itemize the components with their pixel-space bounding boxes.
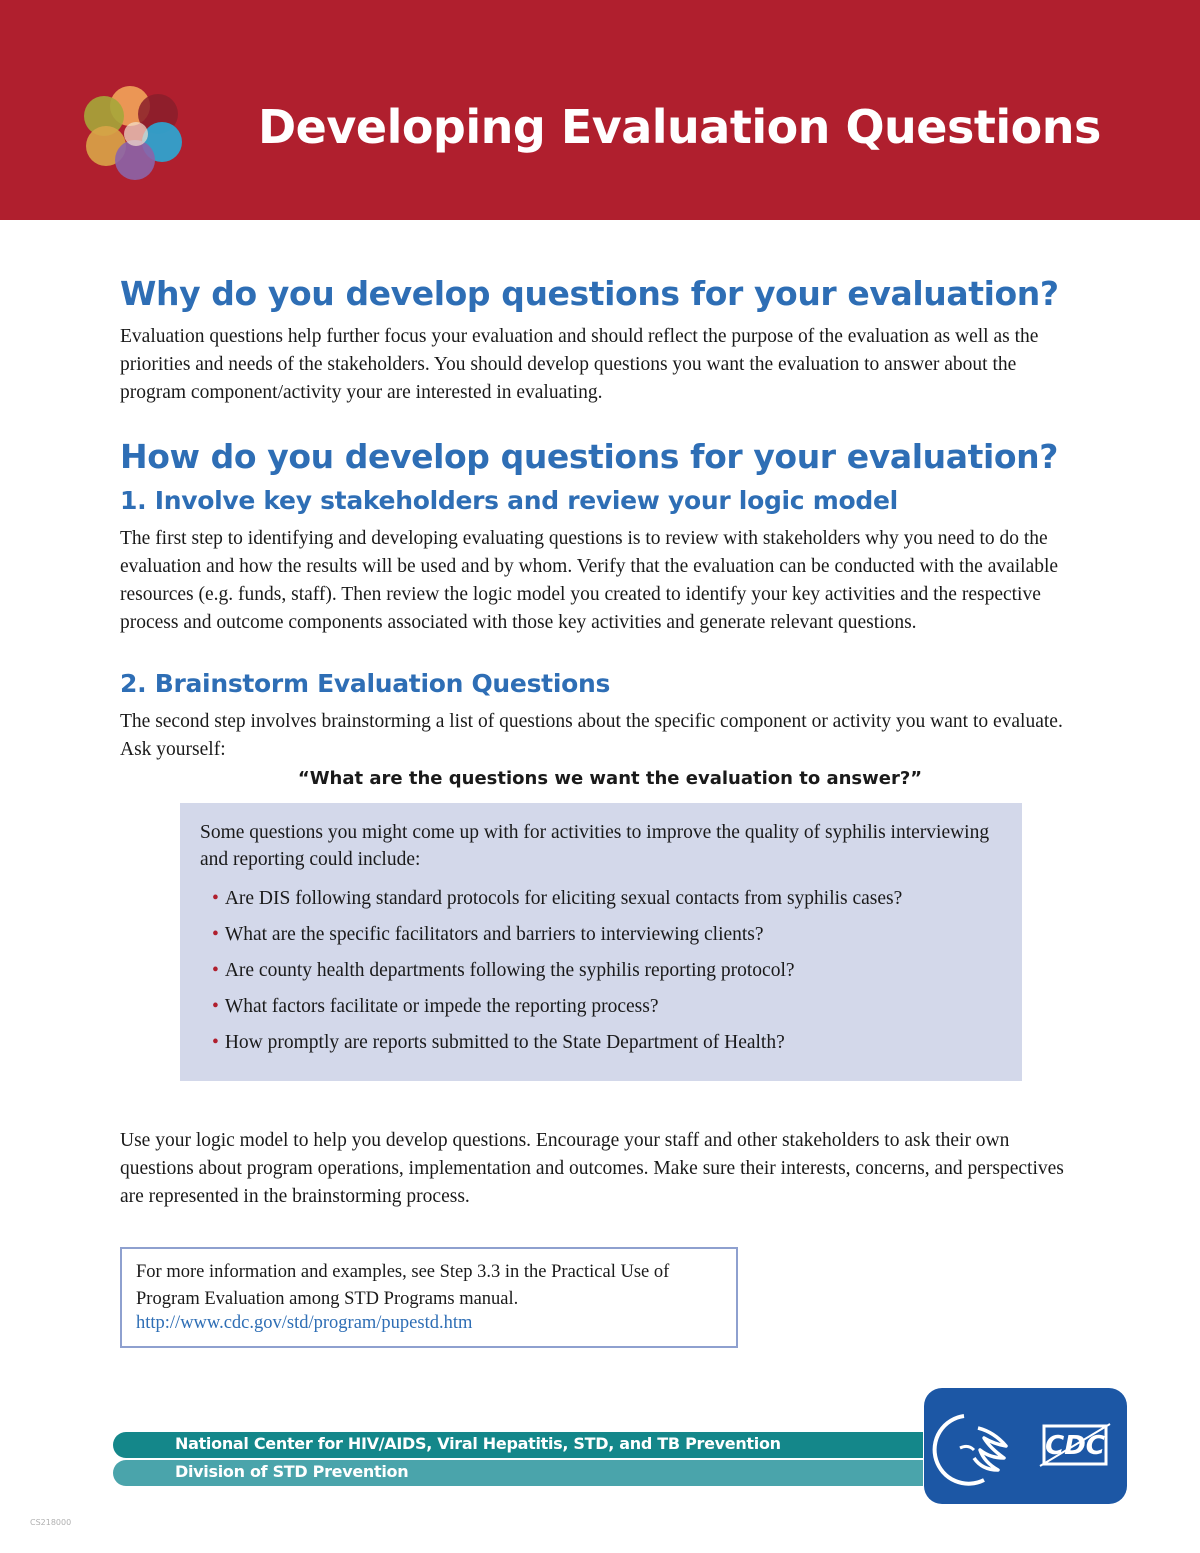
footer-division-bar — [113, 1460, 923, 1486]
list-item — [212, 1025, 1022, 1061]
question-text: Are county health departments following the syphilis reporting protocol? — [224, 960, 795, 981]
step1-heading: 1. Involve key stakeholders and review your logic model — [120, 486, 898, 515]
question-text: What are the specific facilitators and barriers to interviewing clients? — [224, 924, 764, 945]
step1-paragraph: The first step to identifying and developing evaluating questions is to review with stakeholders why you need to do the evaluation and how the results will be used and by whom. Verify that the evaluation can be conducted with the available resources (e.g. funds, staff). Then review the logic model you created to identify your key activities and the respective process and outcome components associated with those key activities and generate relevant questions. — [120, 528, 1059, 633]
step2-paragraph: The second step involves brainstorming a list of questions about the specific component or activity you want to evaluate. Ask yourself: — [120, 711, 1063, 760]
more-info-box — [120, 1247, 738, 1348]
list-item — [212, 881, 1022, 917]
example-questions-list — [200, 881, 1022, 1061]
list-item — [212, 989, 1022, 1025]
bullet-icon: • — [212, 996, 219, 1017]
step2-heading: 2. Brainstorm Evaluation Questions — [120, 669, 611, 698]
why-paragraph: Evaluation questions help further focus your evaluation and should reflect the purpose of the evaluation as well as the priorities and needs of the stakeholders. You should develop questions you want the evaluation to answer about the program component/activity your are interested in evaluating. — [120, 326, 1039, 403]
evaluation-circles-logo — [80, 78, 190, 188]
question-text: What factors facilitate or impede the reporting process? — [224, 996, 659, 1017]
logic-model-paragraph: Use your logic model to help you develop questions. Encourage your staff and other stakeholders to ask their own questions about program operations, implementation and outcomes. Make sure their interests, concerns, and perspectives are represented in the brainstorming process. — [120, 1130, 1064, 1207]
main-content — [120, 270, 1080, 1348]
how-heading: How do you develop questions for your evaluation? — [120, 437, 1058, 476]
list-item — [212, 917, 1022, 953]
footer-center-bar — [113, 1432, 923, 1458]
why-heading: Why do you develop questions for your evaluation? — [120, 274, 1059, 313]
bullet-icon: • — [212, 888, 219, 909]
footer-division-name: Division of STD Prevention — [175, 1462, 409, 1481]
example-questions-box — [180, 803, 1022, 1081]
document-code: CS218000 — [30, 1518, 72, 1527]
page-title: Developing Evaluation Questions — [258, 100, 1101, 154]
header-banner — [0, 0, 1200, 220]
bullet-icon: • — [212, 1032, 219, 1053]
program-manual-link[interactable]: http://www.cdc.gov/std/program/pupestd.htm — [136, 1313, 473, 1333]
example-intro: Some questions you might come up with for activities to improve the quality of syphilis interviewing and reporting could include: — [200, 822, 990, 870]
key-question-quote: “What are the questions we want the evaluation to answer?” — [297, 768, 923, 789]
hhs-eagle-icon — [924, 1388, 1127, 1504]
cdc-wordmark: CDC — [1045, 1431, 1105, 1461]
more-info-text: For more information and examples, see Step 3.3 in the Practical Use of Program Evaluation among STD Programs manual. — [136, 1262, 670, 1309]
footer-center-name: National Center for HIV/AIDS, Viral Hepatitis, STD, and TB Prevention — [175, 1434, 781, 1453]
list-item — [212, 953, 1022, 989]
question-text: Are DIS following standard protocols for eliciting sexual contacts from syphilis cases? — [224, 888, 903, 909]
bullet-icon: • — [212, 924, 219, 945]
bullet-icon: • — [212, 960, 219, 981]
question-text: How promptly are reports submitted to the State Department of Health? — [224, 1032, 785, 1053]
cdc-hhs-logo — [924, 1388, 1127, 1504]
